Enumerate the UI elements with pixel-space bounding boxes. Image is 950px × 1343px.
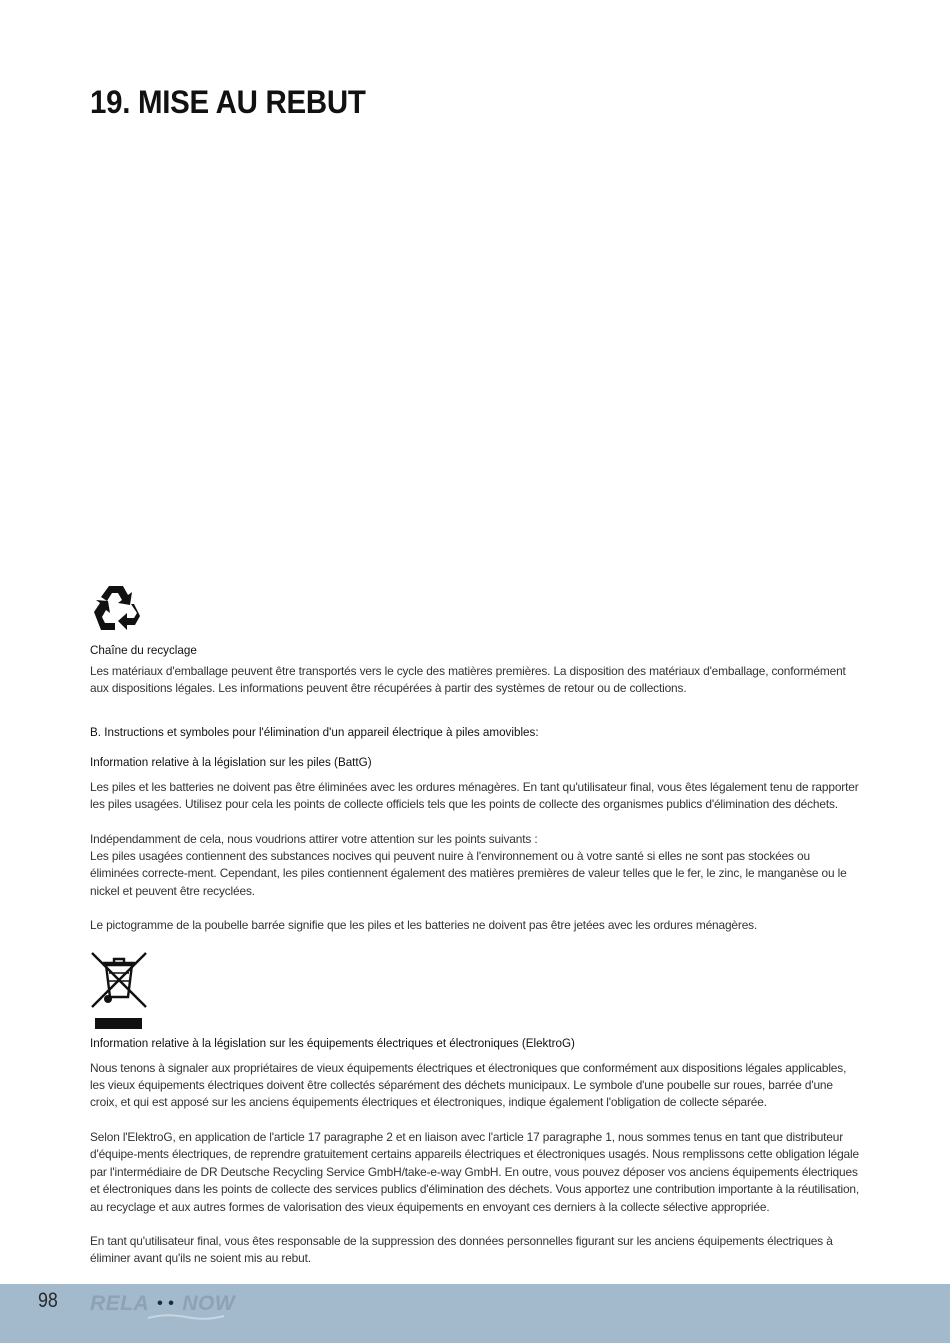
weee-symbol-block	[90, 951, 860, 1031]
elektrog-paragraph-3: En tant qu'utilisateur final, vous êtes responsable de la suppression des données personnelles figurant sur les anciens équipements électriques à éliminer avant qu'ils ne soient mis au rebut.	[90, 1233, 833, 1266]
battg-paragraph-2-intro: Indépendamment de cela, nous voudrions attirer votre attention sur les points suivants :	[90, 831, 538, 846]
recycling-heading: Chaîne du recyclage	[90, 643, 197, 657]
logo-dots: • •	[157, 1295, 175, 1312]
logo-text-left: RELA	[90, 1292, 150, 1315]
logo-wave-icon	[146, 1312, 226, 1322]
battg-paragraph-2: Les piles usagées contiennent des substances nocives qui peuvent nuire à l'environnement ou à votre santé si elles ne sont pas stockées ou éliminées correcte-ment. Cependant, les piles contiennent également des matières premières de valeur telles que le fer, le zinc, le manganèse ou le nickel et peuvent être recyclées.	[90, 849, 847, 898]
main-content	[90, 642, 860, 1268]
crossed-out-bin-icon	[90, 951, 150, 1031]
recycling-text: Les matériaux d'emballage peuvent être transportés vers le cycle des matières premières. La disposition des matériaux d'emballage, conformément aux dispositions légales. Les informations peuvent être récupérées à partir des systèmes de retour ou de collections.	[90, 664, 846, 696]
page-number: 98	[38, 1289, 58, 1312]
elektrog-paragraph-2: Selon l'ElektroG, en application de l'article 17 paragraphe 2 et en liaison avec l'article 17 paragraphe 1, nous sommes tenus en tant que distributeur d'équipe-ments électriques, de reprendre gratuitement certains appareils électriques et électroniques usagés. Nous remplissons cette obligation légale par l'intermédiaire de DR Deutsche Recycling Service GmbH/take-e-way GmbH. En outre, vous pouvez déposer vos anciens équipements électriques et électroniques dans les points de collecte des services publics d'élimination des déchets. Vous apportez une contribution importante à la réutilisation, au recyclage et aux autres formes de valorisation des vieux équipements en envoyant ces derniers à la collecte sélective appropriée.	[90, 1129, 860, 1214]
elektrog-heading: Information relative à la législation sur les équipements électriques et électroniques (ElektroG)	[90, 1035, 575, 1050]
page-title: 19. MISE AU REBUT	[90, 84, 366, 120]
logo-text-right: NOW	[182, 1292, 236, 1315]
battg-paragraph-3: Le pictogramme de la poubelle barrée signifie que les piles et les batteries ne doivent pas être jetées avec les ordures ménagères.	[90, 918, 758, 933]
battg-heading: Information relative à la législation sur les piles (BattG)	[90, 754, 372, 769]
elektrog-paragraph-1: Nous tenons à signaler aux propriétaires de vieux équipements électriques et électroniques que conformément aux dispositions légales applicables, les vieux équipements électriques doivent être collectés séparément des déchets municipaux. Le symbole d'une poubelle sur roues, barrée d'une croix, et qui est apposé sur les anciens équipements électriques et électroniques, indique également l'obligation de collecte séparée.	[90, 1060, 847, 1110]
battg-paragraph-1: Les piles et les batteries ne doivent pas être éliminées avec les ordures ménagères. En tant qu'utilisateur final, vous êtes légalement tenu de rapporter les piles usagées. Utilisez pour cela les points de collecte officiels tels que les points de collecte des organismes publics d'élimination des déchets.	[90, 779, 859, 812]
section-b-heading: B. Instructions et symboles pour l'élimination d'un appareil électrique à piles amovibles:	[90, 724, 539, 739]
recycle-icon	[90, 582, 142, 634]
